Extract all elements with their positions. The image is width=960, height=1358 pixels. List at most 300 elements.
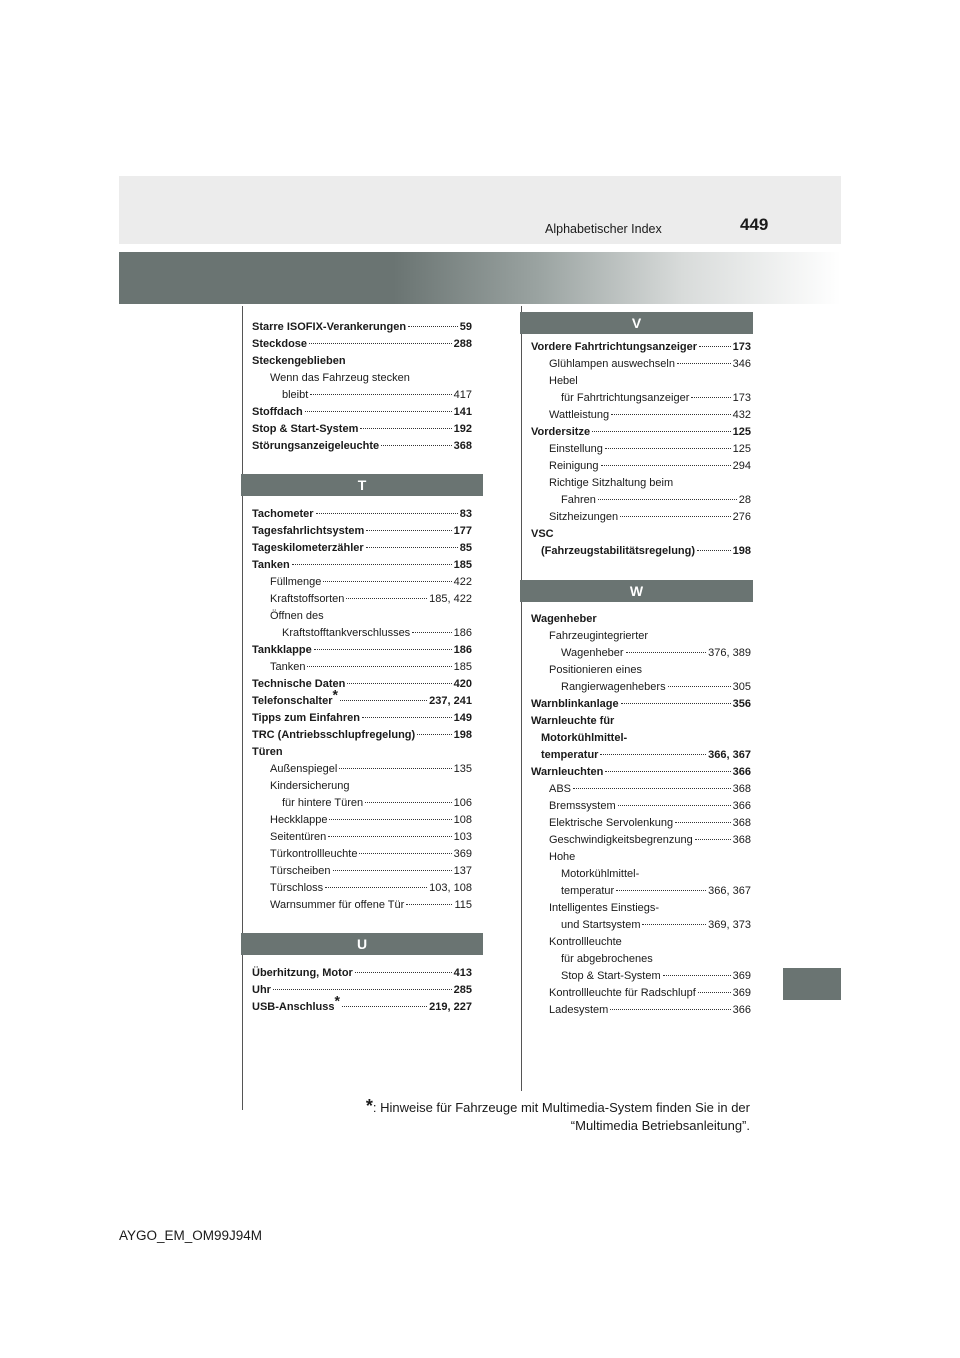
index-entry — [252, 812, 472, 829]
index-entry-text: Sitzheizungen — [549, 511, 619, 523]
index-entry-page: 366 — [732, 766, 751, 778]
index-entry — [252, 387, 472, 404]
dot-leader — [342, 1006, 427, 1007]
index-entry-text: Wagenheber — [531, 613, 597, 625]
index-entry-page: 346 — [732, 358, 751, 370]
dot-leader — [360, 428, 451, 429]
dot-leader — [381, 445, 452, 446]
index-entry-page: 432 — [732, 409, 751, 421]
index-entry — [531, 679, 751, 696]
index-entry-page: 115 — [454, 899, 472, 911]
index-entry-label — [270, 846, 357, 863]
document-id: AYGO_EM_OM99J94M — [119, 1228, 263, 1243]
index-group-v — [531, 339, 751, 560]
letter-heading-t: T — [241, 474, 483, 496]
index-entry-page: 368 — [732, 817, 751, 829]
dot-leader — [325, 887, 427, 888]
header-band — [119, 176, 841, 244]
index-entry-label — [270, 897, 404, 914]
index-entry — [531, 696, 751, 713]
index-entry-label — [282, 625, 410, 642]
index-entry — [252, 744, 472, 761]
index-entry-text: Kraftstofftankverschlusses — [282, 627, 411, 639]
index-entry — [252, 880, 472, 897]
index-entry-page: 186 — [453, 644, 472, 656]
index-entry-page: 305 — [732, 681, 751, 693]
index-entry-text: Türscheiben — [270, 865, 331, 877]
chapter-side-tab — [783, 968, 841, 1000]
index-entry-text: Intelligentes Einstiegs- — [549, 902, 660, 914]
index-entry — [252, 710, 472, 727]
dot-leader — [697, 550, 731, 551]
index-entry-text: Steckengeblieben — [252, 355, 346, 367]
index-entry — [531, 645, 751, 662]
index-entry-text: Kraftstoffsorten — [270, 593, 345, 605]
index-entry-label — [252, 506, 314, 523]
index-column-right — [531, 315, 751, 1019]
index-entry — [531, 764, 751, 781]
index-entry-label — [282, 387, 308, 404]
index-entry-text: Wagenheber — [561, 647, 624, 659]
index-entry-label — [549, 815, 673, 832]
index-entry-text: Außenspiegel — [270, 763, 338, 775]
index-entry — [531, 356, 751, 373]
index-entry — [531, 883, 751, 900]
dot-leader — [611, 414, 731, 415]
index-entry — [531, 781, 751, 798]
dot-leader — [573, 788, 731, 789]
index-entry-page: 369 — [453, 848, 472, 860]
index-entry-label — [549, 356, 675, 373]
index-entry-text: Tanken — [252, 559, 290, 571]
index-entry-text: Steckdose — [252, 338, 308, 350]
index-entry-text: Tachometer — [252, 508, 314, 520]
index-entry — [252, 761, 472, 778]
index-entry-label — [270, 863, 331, 880]
index-entry-text: Bremssystem — [549, 800, 616, 812]
index-entry — [252, 523, 472, 540]
index-entry-label — [252, 438, 379, 455]
dot-leader — [323, 581, 451, 582]
index-entry-page: 366, 367 — [708, 749, 751, 761]
index-entry-text: Wenn das Fahrzeug stecken — [270, 372, 410, 384]
dot-leader — [346, 598, 427, 599]
index-entry-text: Hohe — [549, 851, 576, 863]
dot-leader — [620, 516, 731, 517]
index-entry — [531, 968, 751, 985]
index-entry-text: USB-Anschluss — [252, 1001, 335, 1013]
index-entry-page: 369, 373 — [708, 919, 751, 931]
dot-leader — [616, 890, 706, 891]
index-entry — [252, 540, 472, 557]
index-entry-label — [561, 492, 596, 509]
index-entry — [531, 458, 751, 475]
index-entry — [531, 475, 751, 492]
dot-leader — [675, 822, 731, 823]
index-entry-text: Telefonschalter — [252, 695, 333, 707]
dot-leader — [359, 853, 451, 854]
index-entry — [531, 730, 751, 747]
index-entry-text: Türen — [252, 746, 283, 758]
index-entry-label — [549, 458, 599, 475]
index-entry-label — [252, 319, 406, 336]
dot-leader — [417, 734, 451, 735]
index-entry-page: 185, 422 — [429, 593, 472, 605]
index-entry-text: Stop & Start-System — [561, 970, 661, 982]
index-entry — [531, 798, 751, 815]
dot-leader — [605, 771, 730, 772]
index-entry — [531, 747, 751, 764]
index-entry-page: 125 — [732, 443, 751, 455]
header-gradient-bar — [119, 252, 841, 304]
dot-leader — [408, 326, 458, 327]
index-entry-label — [252, 676, 345, 693]
footnote-line-2: “Multimedia Betriebsanleitung”. — [570, 1118, 750, 1133]
footnote-line-1: : Hinweise für Fahrzeuge mit Multimedia-System finden Sie in der — [372, 1100, 750, 1115]
dot-leader — [347, 683, 451, 684]
index-entry-text: Starre ISOFIX-Verankerungen — [252, 321, 407, 333]
index-entry-label — [270, 880, 323, 897]
index-entry — [252, 676, 472, 693]
index-entry — [531, 390, 751, 407]
dot-leader — [677, 363, 731, 364]
index-entry-text: VSC — [531, 528, 554, 540]
index-entry-text: Tagesfahrlichtsystem — [252, 525, 365, 537]
index-entry-label — [561, 968, 661, 985]
index-entry — [252, 795, 472, 812]
index-entry-page: 294 — [732, 460, 751, 472]
index-entry — [252, 965, 472, 982]
index-entry-text: Motorkühlmittel- — [541, 732, 628, 744]
index-entry-page: 237, 241 — [429, 695, 472, 707]
index-entry-label — [270, 829, 326, 846]
index-entry-text: Füllmenge — [270, 576, 322, 588]
index-entry-label — [270, 659, 305, 676]
dot-leader — [340, 700, 427, 701]
index-entry-label — [252, 404, 303, 421]
index-entry — [252, 557, 472, 574]
dot-leader — [668, 686, 731, 687]
dot-leader — [307, 666, 451, 667]
index-entry-label — [549, 407, 609, 424]
index-entry — [252, 336, 472, 353]
index-entry — [252, 863, 472, 880]
index-entry — [531, 985, 751, 1002]
index-entry — [252, 982, 472, 999]
index-entry-page: 198 — [453, 729, 472, 741]
index-entry-text: Warnblinkanlage — [531, 698, 619, 710]
index-entry-label — [549, 798, 616, 815]
dot-leader — [699, 346, 731, 347]
index-entry-page: 108 — [453, 814, 472, 826]
index-entry-page: 103 — [453, 831, 472, 843]
dot-leader — [621, 703, 731, 704]
index-entry — [531, 509, 751, 526]
index-entry-page: 356 — [732, 698, 751, 710]
index-entry-text: Tipps zum Einfahren — [252, 712, 360, 724]
index-entry — [531, 628, 751, 645]
index-entry — [531, 339, 751, 356]
index-entry — [252, 421, 472, 438]
index-entry-label — [561, 917, 640, 934]
index-entry-label — [561, 645, 624, 662]
index-entry-label — [252, 686, 338, 710]
index-entry-text: Rangierwagenhebers — [561, 681, 666, 693]
index-entry-label — [531, 424, 590, 441]
dot-leader — [698, 992, 731, 993]
index-entry-text: Fahrzeugintegrierter — [549, 630, 649, 642]
index-entry — [252, 686, 472, 710]
column-rule-left — [242, 306, 243, 1110]
index-entry-label — [531, 696, 619, 713]
index-entry-page: 288 — [453, 338, 472, 350]
index-entry — [531, 424, 751, 441]
index-entry-label — [561, 679, 666, 696]
index-entry — [252, 727, 472, 744]
index-entry — [531, 849, 751, 866]
index-entry-page: 376, 389 — [708, 647, 751, 659]
index-entry-label — [270, 761, 337, 778]
index-entry-text: Reinigung — [549, 460, 599, 472]
index-entry-text: Glühlampen auswechseln — [549, 358, 675, 370]
index-group-w — [531, 611, 751, 1019]
index-entry-label — [531, 764, 603, 781]
dot-leader — [605, 448, 731, 449]
letter-heading-u: U — [241, 933, 483, 955]
index-entry — [531, 441, 751, 458]
index-entry-page: 59 — [459, 321, 472, 333]
dot-leader — [598, 499, 737, 500]
page-number: 449 — [740, 215, 769, 234]
dot-leader — [366, 547, 458, 548]
index-entry — [531, 815, 751, 832]
dot-leader — [663, 975, 731, 976]
letter-heading-w: W — [520, 580, 753, 602]
index-entry-label — [252, 557, 290, 574]
index-entry-label — [541, 543, 695, 560]
index-entry — [531, 951, 751, 968]
footnote-star: * — [365, 1096, 373, 1116]
section-title: Alphabetischer Index — [545, 222, 662, 236]
index-entry-label — [549, 832, 693, 849]
index-entry — [252, 574, 472, 591]
index-entry-page: 219, 227 — [429, 1001, 472, 1013]
index-entry-text: Hebel — [549, 375, 578, 387]
index-entry — [252, 659, 472, 676]
index-entry-text: Fahren — [561, 494, 596, 506]
index-entry-label — [252, 710, 360, 727]
dot-leader — [328, 836, 451, 837]
index-entry-page: 135 — [453, 763, 472, 775]
index-entry-text: Wattleistung — [549, 409, 610, 421]
index-entry-text: Türschloss — [270, 882, 324, 894]
index-entry-text: Vordersitze — [531, 426, 591, 438]
index-entry-text: und Startsystem — [561, 919, 641, 931]
index-group-u — [252, 965, 472, 1016]
index-entry-text: Überhitzung, Motor — [252, 967, 353, 979]
index-entry — [252, 591, 472, 608]
index-entry — [252, 897, 472, 914]
dot-leader — [310, 394, 451, 395]
footnote-marker: * — [332, 686, 338, 703]
index-entry-label — [561, 883, 614, 900]
index-entry-label — [282, 795, 363, 812]
index-entry-text: Einstellung — [549, 443, 603, 455]
index-entry-label — [549, 509, 618, 526]
index-entry-text: ABS — [549, 783, 572, 795]
dot-leader — [309, 343, 452, 344]
dot-leader — [366, 530, 451, 531]
index-entry-page: 177 — [453, 525, 472, 537]
index-entry-page: 185 — [453, 661, 472, 673]
dot-leader — [642, 924, 706, 925]
index-entry-page: 369 — [732, 987, 751, 999]
index-entry-label — [549, 1002, 608, 1019]
index-entry-page: 141 — [453, 406, 472, 418]
dot-leader — [601, 465, 731, 466]
index-entry-label — [252, 642, 312, 659]
index-group-t — [252, 506, 472, 914]
index-entry-page: 420 — [453, 678, 472, 690]
index-entry-text: Geschwindigkeitsbegrenzung — [549, 834, 693, 846]
index-entry — [531, 900, 751, 917]
index-entry — [531, 492, 751, 509]
index-entry-page: 173 — [732, 341, 751, 353]
index-entry-page: 173 — [732, 392, 751, 404]
index-entry-page: 413 — [453, 967, 472, 979]
index-entry-text: Tanken — [270, 661, 306, 673]
dot-leader — [333, 870, 452, 871]
footnote — [366, 1097, 750, 1135]
index-entry-page: 366 — [732, 1004, 751, 1016]
dot-leader — [305, 411, 452, 412]
index-entry-text: temperatur — [541, 749, 599, 761]
index-entry-label — [270, 812, 327, 829]
index-entry-page: 368 — [732, 834, 751, 846]
index-entry — [252, 846, 472, 863]
index-entry-text: Tageskilometerzähler — [252, 542, 364, 554]
index-entry-page: 106 — [453, 797, 472, 809]
index-entry-text: Öffnen des — [270, 610, 324, 622]
index-entry-text: Tankklappe — [252, 644, 312, 656]
index-entry-page: 186 — [453, 627, 472, 639]
index-entry-label — [549, 985, 696, 1002]
index-entry — [252, 778, 472, 795]
dot-leader — [365, 802, 452, 803]
index-entry — [252, 404, 472, 421]
index-entry-page: 85 — [459, 542, 472, 554]
index-entry-page: 366 — [732, 800, 751, 812]
index-entry-page: 417 — [453, 389, 472, 401]
index-entry-text: Störungsanzeigeleuchte — [252, 440, 380, 452]
index-entry-page: 149 — [453, 712, 472, 724]
index-entry-text: für Fahrtrichtungsanzeiger — [561, 392, 690, 404]
footnote-marker: * — [334, 992, 340, 1009]
index-entry-text: Türkontrollleuchte — [270, 848, 358, 860]
index-entry-text: Warnleuchten — [531, 766, 604, 778]
index-entry-text: Positionieren eines — [549, 664, 642, 676]
dot-leader — [316, 513, 458, 514]
index-entry-label — [252, 523, 364, 540]
index-entry-text: Heckklappe — [270, 814, 328, 826]
index-entry — [531, 713, 751, 730]
index-entry — [252, 642, 472, 659]
dot-leader — [329, 819, 451, 820]
index-entry-label — [270, 591, 344, 608]
index-entry-page: 137 — [453, 865, 472, 877]
index-entry-label — [252, 727, 415, 744]
index-entry-text: Kindersicherung — [270, 780, 350, 792]
index-entry-page: 125 — [732, 426, 751, 438]
index-entry-page: 198 — [732, 545, 751, 557]
index-entry-label — [549, 441, 603, 458]
dot-leader — [314, 649, 452, 650]
index-entry-text: Motorkühlmittel- — [561, 868, 640, 880]
index-entry-text: temperatur — [561, 885, 615, 897]
index-entry — [531, 917, 751, 934]
index-group-s — [252, 319, 472, 455]
index-entry-page: 83 — [459, 508, 472, 520]
index-entry-text: TRC (Antriebsschlupfregelung) — [252, 729, 416, 741]
index-entry-label — [270, 574, 321, 591]
index-entry-text: für abgebrochenes — [561, 953, 653, 965]
index-entry-page: 366, 367 — [708, 885, 751, 897]
index-entry-page: 192 — [453, 423, 472, 435]
index-entry — [252, 353, 472, 370]
dot-leader — [339, 768, 451, 769]
dot-leader — [610, 1009, 730, 1010]
index-entry — [531, 934, 751, 951]
dot-leader — [695, 839, 731, 840]
index-entry-text: bleibt — [282, 389, 309, 401]
column-rule-right — [521, 306, 522, 1091]
dot-leader — [362, 717, 452, 718]
index-entry-label — [252, 421, 358, 438]
dot-leader — [292, 564, 452, 565]
index-entry-text: Vordere Fahrtrichtungsanzeiger — [531, 341, 698, 353]
dot-leader — [618, 805, 731, 806]
dot-leader — [600, 754, 706, 755]
index-entry-text: Warnleuchte für — [531, 715, 615, 727]
index-entry — [531, 526, 751, 543]
index-entry — [531, 543, 751, 560]
index-entry-page: 422 — [453, 576, 472, 588]
index-entry — [531, 611, 751, 628]
index-entry-label — [252, 992, 340, 1016]
index-column-left — [252, 319, 472, 1016]
dot-leader — [691, 397, 730, 398]
index-entry — [531, 407, 751, 424]
index-entry-page: 276 — [732, 511, 751, 523]
index-entry — [531, 832, 751, 849]
index-entry-text: (Fahrzeugstabilitätsregelung) — [541, 545, 696, 557]
index-entry-text: Kontrollleuchte — [549, 936, 622, 948]
dot-leader — [406, 904, 452, 905]
index-entry-label — [531, 339, 697, 356]
index-entry-page: 28 — [738, 494, 751, 506]
index-entry-label — [252, 982, 271, 999]
letter-heading-v: V — [520, 312, 753, 334]
index-entry — [252, 319, 472, 336]
index-entry — [252, 608, 472, 625]
index-entry — [252, 438, 472, 455]
index-entry — [531, 1002, 751, 1019]
index-entry-text: Stoffdach — [252, 406, 303, 418]
index-entry — [252, 829, 472, 846]
dot-leader — [273, 989, 452, 990]
index-entry — [252, 992, 472, 1016]
index-entry-text: Warnsummer für offene Tür — [270, 899, 405, 911]
